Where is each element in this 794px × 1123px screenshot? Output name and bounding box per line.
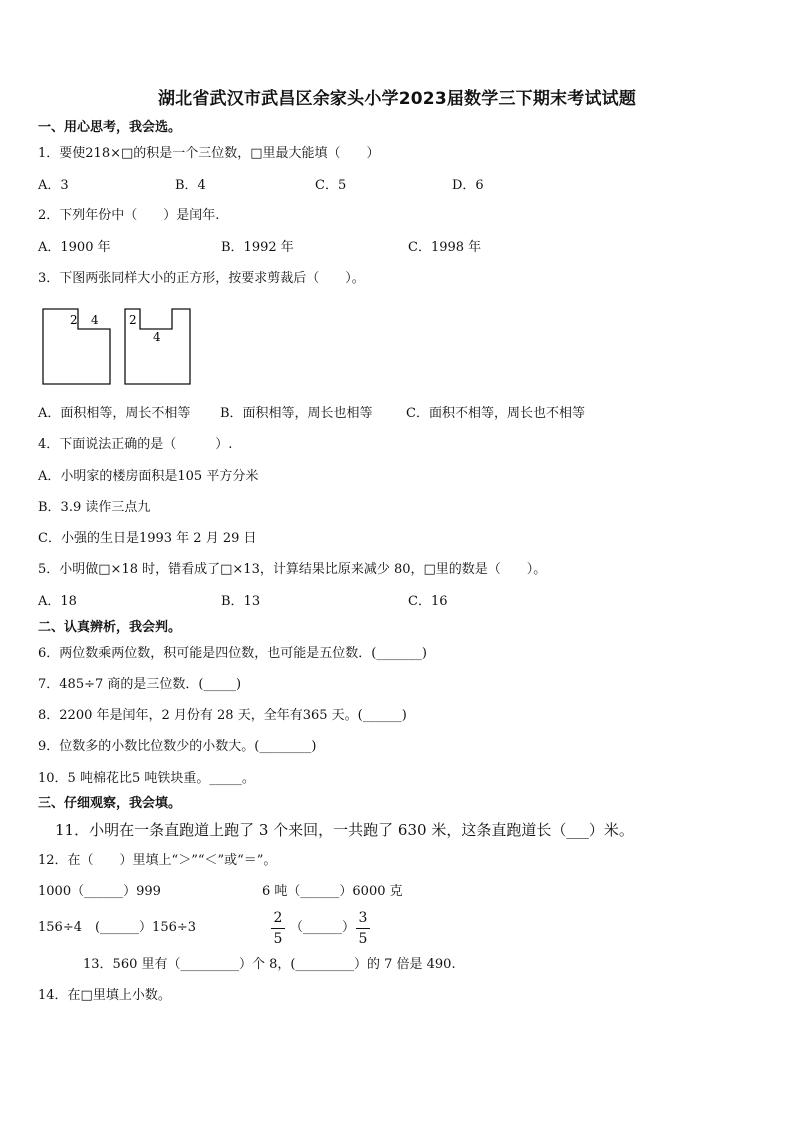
section-2-heading: 二、认真辨析，我会判。 — [38, 620, 182, 635]
q4-option-a: A．小明家的楼房面积是105 平方分米 — [38, 469, 259, 484]
fraction-numerator: 3 — [358, 910, 368, 926]
question-1: 1．要使218×□的积是一个三位数，□里最大能填（ ） — [38, 146, 380, 161]
q1-option-c: C．5 — [315, 178, 347, 193]
question-3: 3．下图两张同样大小的正方形，按要求剪裁后（ ）。 — [38, 271, 365, 286]
fraction-two-fifths — [271, 910, 285, 947]
question-9: 9．位数多的小数比位数少的小数大。(________) — [38, 739, 317, 754]
q3-figure — [38, 304, 198, 388]
fraction-three-fifths — [356, 910, 370, 947]
question-13: 13．560 里有（_________）个 8，(_________）的 7 倍是 490. — [83, 957, 456, 972]
fraction-bar — [271, 928, 285, 929]
question-14: 14．在□里填上小数。 — [38, 988, 171, 1003]
question-4: 4．下面说法正确的是（ ）. — [38, 437, 233, 452]
q5-option-b: B．13 — [221, 594, 261, 609]
section-1-heading: 一、用心思考，我会选。 — [38, 120, 182, 135]
q4-option-c: C．小强的生日是1993 年 2 月 29 日 — [38, 531, 257, 546]
q5-option-a: A．18 — [38, 594, 77, 609]
q12-compare-4-blank: （______） — [290, 920, 356, 935]
right-label-2: 2 — [129, 313, 137, 327]
left-label-4: 4 — [91, 313, 99, 327]
question-11: 11．小明在一条直跑道上跑了 3 个来回，一共跑了 630 米，这条直跑道长（___）米。 — [55, 821, 634, 839]
q12-compare-2: 6 吨（______）6000 克 — [262, 884, 403, 899]
fraction-denominator: 5 — [273, 931, 283, 947]
fraction-denominator: 5 — [358, 931, 368, 947]
left-label-2: 2 — [70, 313, 78, 327]
q1-option-b: B．4 — [175, 178, 206, 193]
question-5: 5．小明做□×18 时，错看成了□×13，计算结果比原来减少 80，□里的数是（ ）。 — [38, 562, 547, 577]
question-8: 8．2200 年是闰年，2 月份有 28 天，全年有365 天。(______) — [38, 708, 407, 723]
q2-option-a: A．1900 年 — [38, 240, 111, 255]
section-3-heading: 三、仔细观察，我会填。 — [38, 796, 182, 811]
q3-option-a: A．面积相等，周长不相等 — [38, 406, 191, 421]
fraction-bar — [356, 928, 370, 929]
question-10: 10．5 吨棉花比5 吨铁块重。_____。 — [38, 771, 255, 786]
question-12: 12．在（ ）里填上“＞”“＜”或“＝”。 — [38, 853, 277, 868]
q1-option-a: A．3 — [38, 178, 69, 193]
right-label-4: 4 — [153, 330, 161, 344]
q2-option-b: B．1992 年 — [221, 240, 294, 255]
page-title: 湖北省武汉市武昌区余家头小学2023届数学三下期末考试试题 — [157, 89, 637, 109]
q2-option-c: C．1998 年 — [408, 240, 482, 255]
q12-compare-1: 1000（______）999 — [38, 884, 161, 899]
q1-option-d: D．6 — [452, 178, 484, 193]
q3-option-b: B．面积相等，周长也相等 — [220, 406, 373, 421]
fraction-numerator: 2 — [273, 910, 283, 926]
q5-option-c: C．16 — [408, 594, 448, 609]
q4-option-b: B．3.9 读作三点九 — [38, 500, 151, 515]
question-2: 2．下列年份中（ ）是闰年. — [38, 208, 220, 223]
question-7: 7．485÷7 商的是三位数．(_____) — [38, 677, 242, 692]
q3-option-c: C．面积不相等，周长也不相等 — [406, 406, 585, 421]
question-6: 6．两位数乘两位数，积可能是四位数，也可能是五位数．(_______) — [38, 646, 427, 661]
q12-compare-3: 156÷4 (______）156÷3 — [38, 920, 197, 935]
